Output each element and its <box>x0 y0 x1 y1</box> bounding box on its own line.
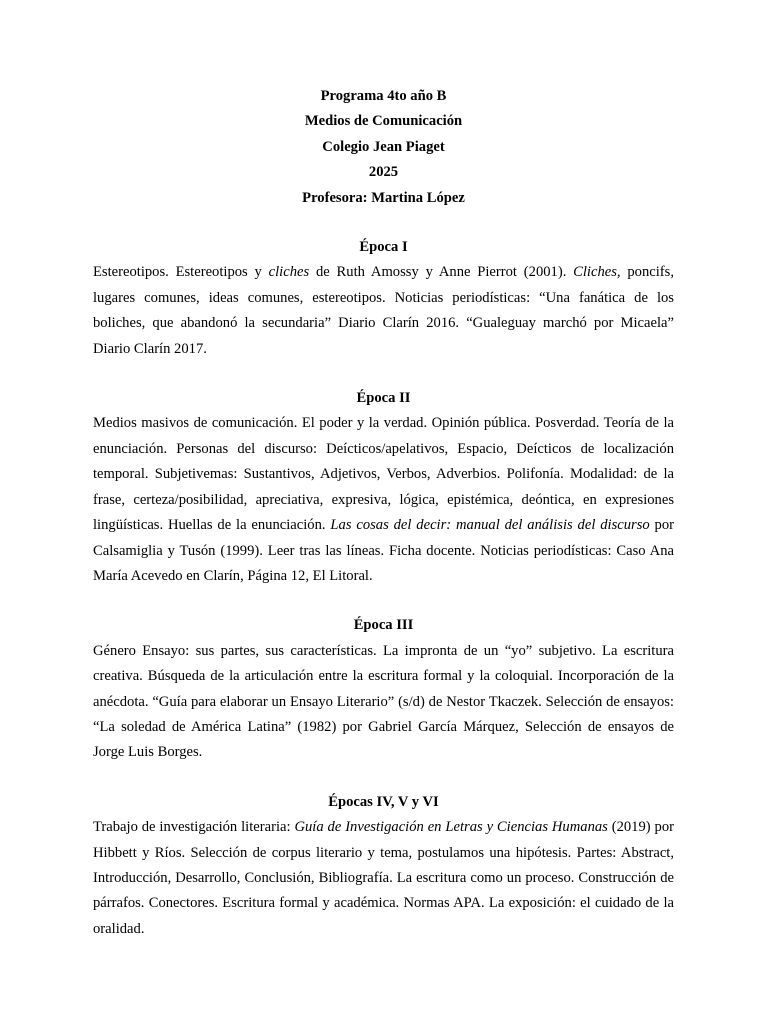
section-epoca-3 <box>93 613 674 765</box>
program-title: Programa 4to año B <box>320 88 447 104</box>
section-title: Época II <box>356 390 411 407</box>
text-run: Género Ensayo: sus partes, sus características. La impronta de un “yo” subjetivo. La escritura creativa. Búsqueda de la articulación entre la escritura formal y la coloquial. Incorporación de la anécdota. “Guía para elaborar un Ensayo Literario” (s/d) de Nestor Tkaczek. Selección de ensayos: “La soledad de América Latina” (1982) por Gabriel García Márquez, Selección de ensayos de Jorge Luis Borges. <box>93 642 674 761</box>
section-body <box>93 411 674 589</box>
italic-term: cliches <box>268 264 310 281</box>
section-body <box>93 639 674 766</box>
document-page <box>93 84 674 942</box>
text-run: de Ruth Amossy y Anne Pierrot (2001). <box>309 264 574 281</box>
section-epoca-2 <box>93 386 674 589</box>
text-run: Estereotipos. Estereotipos y <box>93 264 269 281</box>
section-body <box>93 815 674 942</box>
section-body <box>93 260 674 362</box>
text-run: Trabajo de investigación literaria: <box>93 819 295 836</box>
section-title: Época I <box>359 239 408 256</box>
italic-term: Cliches, <box>573 264 621 281</box>
text-run: por Calsamiglia y Tusón (1999). Leer tras las líneas. Ficha docente. Noticias periodísticas: Caso Ana María Acevedo en Clarín, Página 12, El Litoral. <box>93 517 675 584</box>
document-header <box>93 84 674 211</box>
course-name: Medios de Comunicación <box>304 113 463 130</box>
year: 2025 <box>368 164 399 181</box>
school-name: Colegio Jean Piaget <box>322 138 445 155</box>
text-run: Medios masivos de comunicación. El poder y la verdad. Opinión pública. Posverdad. Teoría de la enunciación. Personas del discurso: Deícticos/apelativos, Espacio, Deícticos de localización temporal. Subjetivemas: Sustantivos, Adjetivos, Verbos, Adverbios. Polifonía. Modalidad: de la frase, certeza/posibilidad, apreciativa, expresiva, lógica, epistémica, deóntica, en expresiones lingüísticas. Huellas de la enunciación. <box>93 415 674 534</box>
book-title: Las cosas del decir: manual del análisis del discurso <box>330 517 650 534</box>
section-title: Épocas IV, V y VI <box>328 793 439 810</box>
book-title: Guía de Investigación en Letras y Ciencias Humanas <box>294 819 608 836</box>
text-run: (2019) por Hibbett y Ríos. Selección de corpus literario y tema, postulamos una hipótesis. Partes: Abstract, Introducción, Desarrollo, Conclusión, Bibliografía. La escritura como un proceso. Construcción de párrafos. Conectores. Escritura formal y académica. Normas APA. La exposición: el cuidado de la oralidad. <box>93 819 674 937</box>
section-title: Época III <box>353 617 414 634</box>
section-epoca-1 <box>93 235 674 362</box>
teacher-name: Profesora: Martina López <box>302 189 465 206</box>
text-run: poncifs, lugares comunes, ideas comunes, estereotipos. Noticias periodísticas: “Una fanática de los boliches, que abandonó la secundaria” Diario Clarín 2016. “Gualeguay marchó por Micaela” Diario Clarín 2017. <box>93 264 674 357</box>
section-epocas-4-5-6 <box>93 790 674 942</box>
